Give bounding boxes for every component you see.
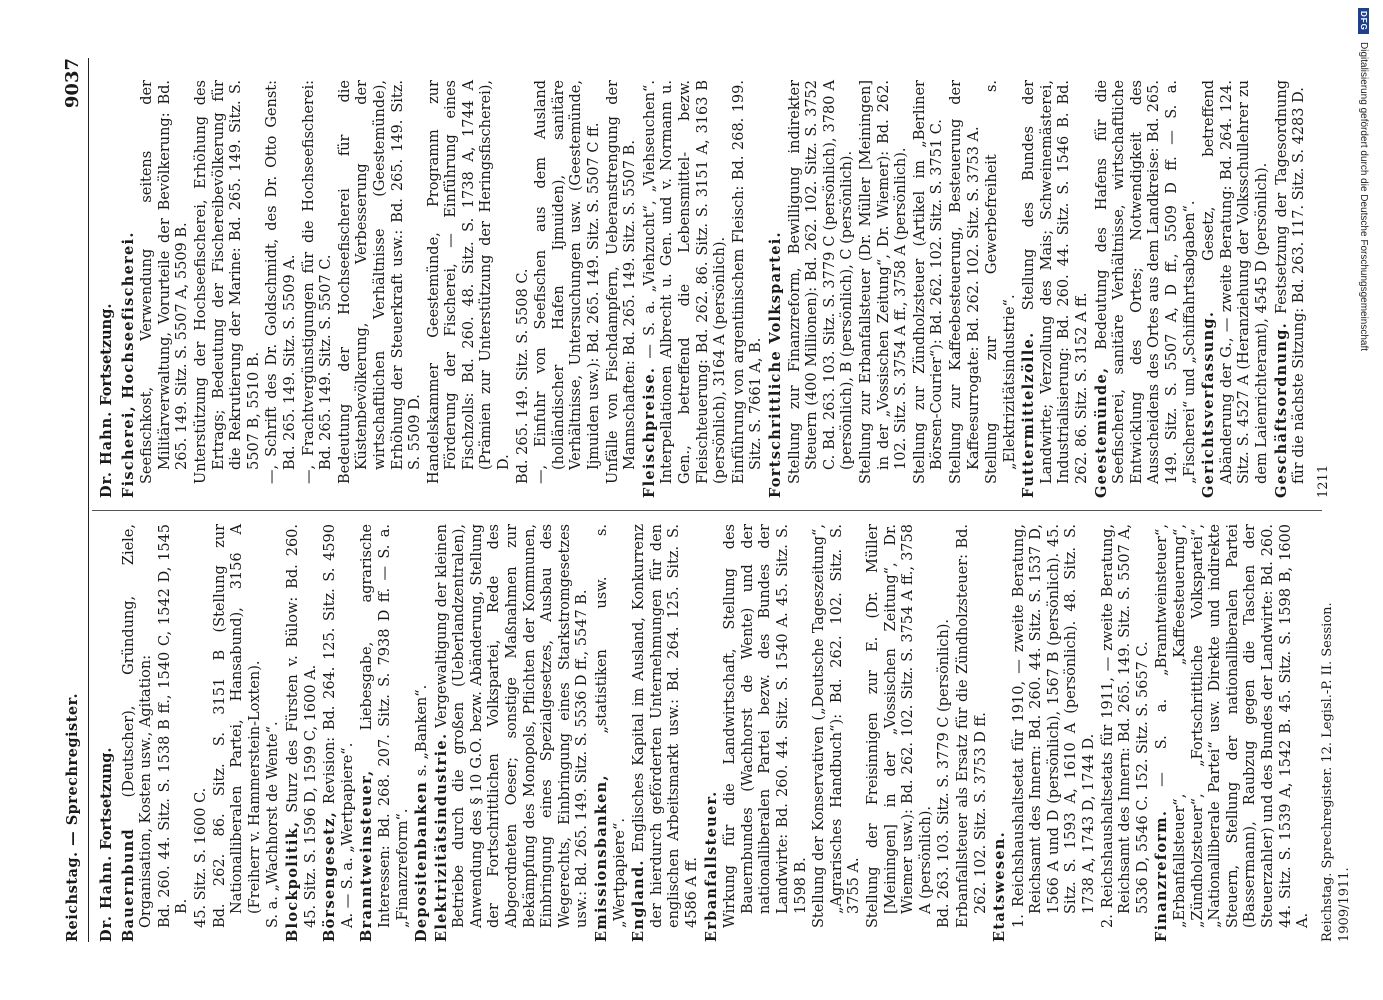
entry-text: Wirkung für die Landwirtschaft, Stellung des Bauernbundes (Wachhorst de Wente) und der nationalliberalen Partei bezw. des Bundes der Landwirte: Bd. 260. 44. Sitz. S. 1540 A. 45. Sitz. S. 1598 B. xyxy=(722,524,809,928)
column-divider xyxy=(92,510,1322,511)
entry-text: —, Frachtvergünstigungen für die Hochseefischerei: Bd. 265. 149. Sitz. S. 5507 C. xyxy=(300,80,335,484)
entry-text: Bedeutung der Hochseefischerei für die Küstenbevölkerung, Verbesserung der wirtschaftlichen Verhältnisse (Geestemünde), Erhöhung der Steuerkraft usw.: Bd. 265. 149. Sitz. S. 5509 D. xyxy=(336,80,424,484)
digitization-credit xyxy=(1358,8,1369,351)
continuation-label: Fortsetzung. xyxy=(98,747,115,850)
index-entry xyxy=(936,524,954,942)
page-header xyxy=(62,58,89,942)
entry-text: —, Einfuhr von Seefischen aus dem Ausland (holländischer Hafen Ijmuiden), sanitäre Verhältnisse, Untersuchungen usw. (Geestemünde, Ijmuiden usw.): Bd. 265. 149. Sitz. S. 5507 C ff. xyxy=(533,80,603,484)
entry-text: Stellung zur Gewerbefreiheit s. „Elektrizitätsindustrie“. xyxy=(984,80,1018,484)
entry-text: Stellung zur Zündholzsteuer (Artikel im „Berliner Börsen-Courier“): Bd. 262. 102. Sitz. S. 3751 C. xyxy=(911,80,946,484)
index-entry xyxy=(193,524,211,942)
entry-text: Stellung zur Erbanfallsteuer (Dr. Müller [Meiningen] in der „Vossischen Zeitung“, Dr. Wiemer): Bd. 262. 102. Sitz. S. 3754 A ff., 3758 A (persönlich). xyxy=(857,80,910,484)
speaker-name: Dr. Hahn. xyxy=(98,410,115,498)
scanned-page xyxy=(62,58,1353,942)
entry-lemma: Bauernbund xyxy=(119,828,137,942)
index-entry xyxy=(193,80,263,498)
index-entry xyxy=(1153,524,1312,942)
entry-lemma: Fortschrittliche Volkspartei. xyxy=(766,231,784,498)
entry-lemma: Finanzreform. xyxy=(1153,809,1171,942)
entry-text: 1. Reichshaushaltsetat für 1910, — zweite Beratung, Reichsamt des Innern: Bd. 260. 44. Sitz. S. 1537 D, 1566 A und D (persönlich), 1567 B (persönlich). 45. Sitz. S. 1593 A, 1610 A (persönlich). 48. Sitz. S. 1738 A, 1743 D, 1744 D. xyxy=(1010,524,1098,928)
speaker-name: Dr. Hahn. xyxy=(98,854,115,942)
entry-text: Sturz des Fürsten v. Bülow: Bd. 260. 45. Sitz. S. 1596 D, 1599 C, 1600 A. xyxy=(284,524,319,928)
entry-text: s. „Banken“. xyxy=(414,684,431,781)
column-heading xyxy=(98,80,116,498)
index-entry xyxy=(641,80,730,498)
index-entry xyxy=(865,524,935,942)
continuation-label: Fortsetzung. xyxy=(98,303,115,406)
index-entry xyxy=(630,524,701,942)
index-entry xyxy=(1020,80,1091,498)
entry-text: Stellung des Bundes der Landwirte; Verzollung des Mais; Schweinemästerei, Industrialisierung: Bd. 260. 44. Sitz. S. 1546 B. Bd. 262. 86. Sitz. S. 3152 A ff. xyxy=(1021,80,1091,484)
index-entry xyxy=(912,80,947,498)
index-entry xyxy=(605,80,640,498)
index-entry xyxy=(722,524,810,942)
page-footer: Reichstag. Sprechregister. 12. Legisl.-P. II. Session. 1909/1911. xyxy=(1319,602,1353,942)
index-entry xyxy=(1200,80,1271,498)
entry-text: Bd. 262. 86. Sitz. S. 3151 B (Stellung zur Nationalliberalen Partei, Hansabund), 3156 A (Freiherr v. Hammerstein-Loxten). xyxy=(211,524,263,928)
index-entry xyxy=(212,524,265,942)
column-left xyxy=(98,524,1354,942)
entry-text: (Deutscher), Gründung, Ziele, Organisation, Kosten usw., Agitation: xyxy=(120,524,155,928)
entry-lemma: Gerichtsverfassung. xyxy=(1200,310,1218,498)
index-entry xyxy=(984,80,1019,498)
entry-text: Einführung von argentinischem Fleisch: Bd. 268. 199. Sitz. S. 7661 A, B. xyxy=(730,80,765,484)
index-entry xyxy=(337,80,425,498)
entry-text: Seefischkost, Verwendung seitens der Militärverwaltung, Vorurteile der Bevölkerung: Bd. 265. 149. Sitz. S. 5507 A, 5509 B. xyxy=(139,80,191,484)
index-entry xyxy=(426,80,514,498)
column-heading xyxy=(98,524,116,942)
entry-text: Stellung der Konservativen („Deutsche Tageszeitung“, „Agrarisches Handbuch“): Bd. 262. 102. Sitz. S. 3755 A. xyxy=(811,524,863,928)
entry-lemma: England. xyxy=(630,859,648,942)
entry-text: Stellung der Freisinnigen zur E. (Dr. Müller [Meiningen] in der „Vossischen Zeitung“, Dr. Wiemer usw.): Bd. 262. 102. Sitz. S. 3754 A ff., 3758 A (persönlich). xyxy=(864,524,934,928)
index-entry xyxy=(321,524,357,942)
entry-list xyxy=(120,80,1309,498)
index-entry xyxy=(265,524,283,942)
index-entry xyxy=(767,80,786,498)
index-entry xyxy=(1093,80,1200,498)
entry-text: Revision: Bd. 264. 125. Sitz. S. 4590 A. — S. a. „Wertpapiere“. xyxy=(322,524,356,928)
index-entry xyxy=(533,80,603,498)
entry-text: Bd. 263. 103. Sitz. S. 3779 C (persönlich). xyxy=(936,618,953,928)
index-entry xyxy=(787,80,857,498)
index-entry xyxy=(811,524,864,942)
entry-lemma: Geschäftsordnung. xyxy=(1272,322,1290,498)
index-entry xyxy=(284,524,320,942)
index-entry xyxy=(301,80,336,498)
index-entry xyxy=(731,80,766,498)
index-entry xyxy=(1273,80,1309,498)
entry-lemma: Geestemünde, xyxy=(1092,366,1110,498)
entry-text: Bedeutung des Hafens für die Seefischerei, sanitäre Verhältnisse, wirtschaftliche Entwicklung des Ortes; Notwendigkeit des Ausscheidens des Ortes aus dem Landkreise: Bd. 265. 149. Sitz. S. 5507 A, D ff., 5509 D ff. — S. a. „Fischerei“ und „Schiffahrtsabgaben“. xyxy=(1093,80,1198,484)
entry-text: Unfälle von Fischdampfern, Ueberanstrengung der Mannschaften: Bd. 265. 149. Sitz. S. 5507 B. xyxy=(604,80,639,484)
entry-lemma: Branntweinsteuer, xyxy=(358,769,376,942)
page-number: 9037 xyxy=(62,58,83,109)
entry-text: Unterstützung der Hochseefischerei, Erhöhung des Ertrags; Bedeutung der Fischereibevölkerung für die Rekrutierung der Marine: Bd. 265. 149. Sitz. S. 5507 B, 5510 B. xyxy=(192,80,262,484)
index-entry xyxy=(515,80,533,498)
entry-text: Handelskammer Geestemünde, Programm zur Förderung der Fischerei, — Einführung eines Fischzolls: Bd. 260. 48. Sitz. S. 1738 A, 1744 A (Prämien zur Unterstützung der Heringsfischerei), D. xyxy=(425,80,513,484)
index-entry xyxy=(139,80,192,498)
entry-text: Gesetz, betreffend Abänderung der G., — zweite Beratung: Bd. 264. 124. Sitz. S. 4527 A (Heranziehung der Volksschullehrer zu dem Laienrichteramt), 4545 D (persönlich). xyxy=(1201,80,1270,484)
entry-text: Englisches Kapital im Ausland, Konkurrenz der hierdurch geförderten Unternehmungen für den englischen Arbeitsmarkt usw.: Bd. 264. 125. Sitz. S. 4586 A ff. xyxy=(631,524,700,928)
index-entry xyxy=(1100,524,1153,942)
entry-text: Bd. 265. 149. Sitz. S. 5508 C. xyxy=(514,268,531,484)
entry-text: Liebesgabe, agrarische Interessen: Bd. 268. 207. Sitz. S. 7938 D ff. — S. a. „Finanzreform“. xyxy=(359,524,411,928)
entry-text: Festsetzung der Tagesordnung für die nächste Sitzung: Bd. 263. 117. Sitz. S. 4283 D. xyxy=(1273,80,1308,484)
entry-text: Vergewaltigung der kleinen Betriebe durch die großen (Ueberlandzentralen), Anwendung des § 10 G.O. bezw. Abänderung, Stellung der Fortschrittlichen Volkspartei, Rede des Abgeordneten Oeser; sonstige Maßnahmen zur Bekämpfung des Monopols, Pflichten der Kommunen, Einbringung eines Spezialgesetzes, Ausbau des Wegerechts, Einbringung eines Starkstromgesetzes usw.: Bd. 265. 149. Sitz. S. 5536 D ff., 5547 B. xyxy=(433,524,591,928)
entry-text: Bd. 260. 44. Sitz. S. 1538 B ff., 1540 C, 1542 D, 1545 B. xyxy=(156,524,191,928)
entry-text: —, Schrift des Dr. Goldschmidt, des Dr. Otto Genst: Bd. 265. 149. Sitz. S. 5509 A. xyxy=(264,80,298,484)
index-entry xyxy=(120,80,139,498)
signature-mark: 1211 xyxy=(1315,464,1331,498)
index-entry xyxy=(264,80,299,498)
entry-text: 2. Reichshaushaltsetats für 1911, — zweite Beratung, Reichsamt des Innern: Bd. 265. 149. Sitz. S. 5507 A, 5536 D, 5546 C. 152. Sitz. S. 5657 C. xyxy=(1099,524,1151,928)
entry-text: — S. a. „Viehzucht“, „Viehseuchen“. Interpellationen Albrecht u. Gen. und v. Normann u. Gen., betreffend die Lebensmittel- bezw. Fleischteuerung: Bd. 262. 86. Sitz. S. 3151 A, 3163 B (persönlich), 3164 A (persönlich). xyxy=(641,80,729,484)
index-entry xyxy=(593,524,629,942)
entry-text: Stellung zur Kaffeebesteuerung, Besteuerung der Kaffeesurrogate: Bd. 262. 102. Sitz. S. 3753 A. xyxy=(947,80,982,484)
entry-lemma: Depositenbanken xyxy=(413,780,431,942)
index-entry xyxy=(413,524,432,942)
entry-text: — S. a. „Branntweinsteuer“, „Erbanfallsteuer“, „Kaffeesteuerung“, „Zündholzsteuer“, „Fortschrittliche Volkspartei“, „Nationalliberale Partei“ usw. Direkte und indirekte Steuern, Stellung der nationalliberalen Partei (Bassermann), Raubzug gegen die Taschen der Steuerzahler) und des Bundes der Landwirte: Bd. 260. 44. Sitz. S. 1539 A, 1542 B. 45. Sitz. S. 1598 B, 1600 A. xyxy=(1154,524,1312,928)
index-entry xyxy=(991,524,1010,942)
credit-text: Digitalisierung gefördert durch die Deutsche Forschungsgemeinschaft xyxy=(1358,41,1369,351)
entry-lemma: Etatswesen. xyxy=(991,831,1009,942)
rotated-page-content xyxy=(62,58,1353,942)
entry-lemma: Börsengesetz, xyxy=(321,810,339,942)
entry-lemma: Blockpolitik, xyxy=(283,820,301,942)
column-right xyxy=(98,80,1332,498)
entry-lemma: Futtermittelzölle. xyxy=(1020,331,1038,498)
entry-text: Stellung zur Finanzreform, Bewilligung indirekter Steuern (400 Millionen): Bd. 262. 102. Sitz. S. 3752 C. Bd. 263. 103. Sitz. S. 3779 C (persönlich), 3780 A (persönlich), B (persönlich), C (persönlich). xyxy=(786,80,856,484)
index-entry xyxy=(157,524,192,942)
entry-lemma: Fleischpreise. xyxy=(640,366,658,498)
index-entry xyxy=(955,524,990,942)
index-entry xyxy=(120,524,156,942)
running-title: Reichstag. — Sprechregister. xyxy=(64,693,81,942)
entry-lemma: Emissionsbanken, xyxy=(593,774,611,942)
entry-lemma: Fischerei, Hochseefischerei. xyxy=(119,231,137,498)
index-entry xyxy=(1011,524,1099,942)
index-entry xyxy=(948,80,983,498)
index-entry xyxy=(358,524,412,942)
index-entry xyxy=(703,524,722,942)
index-entry xyxy=(858,80,911,498)
entry-lemma: Elektrizitätsindustrie. xyxy=(432,732,450,942)
dfg-logo: DFG xyxy=(1358,8,1369,34)
entry-lemma: Erbanfallsteuer. xyxy=(702,790,720,942)
index-entry xyxy=(433,524,592,942)
entry-list xyxy=(120,524,1313,942)
entry-text: „statistiken usw. s. „Wertpapiere“. xyxy=(594,524,628,928)
entry-text: S. a. „Wachhorst de Wente“. xyxy=(265,721,282,928)
entry-text: Erbanfallsteuer als Ersatz für die Zündholzsteuer: Bd. 262. 102. Sitz. S. 3753 D ff. xyxy=(954,524,989,928)
entry-text: 45. Sitz. S. 1600 C. xyxy=(192,787,209,928)
